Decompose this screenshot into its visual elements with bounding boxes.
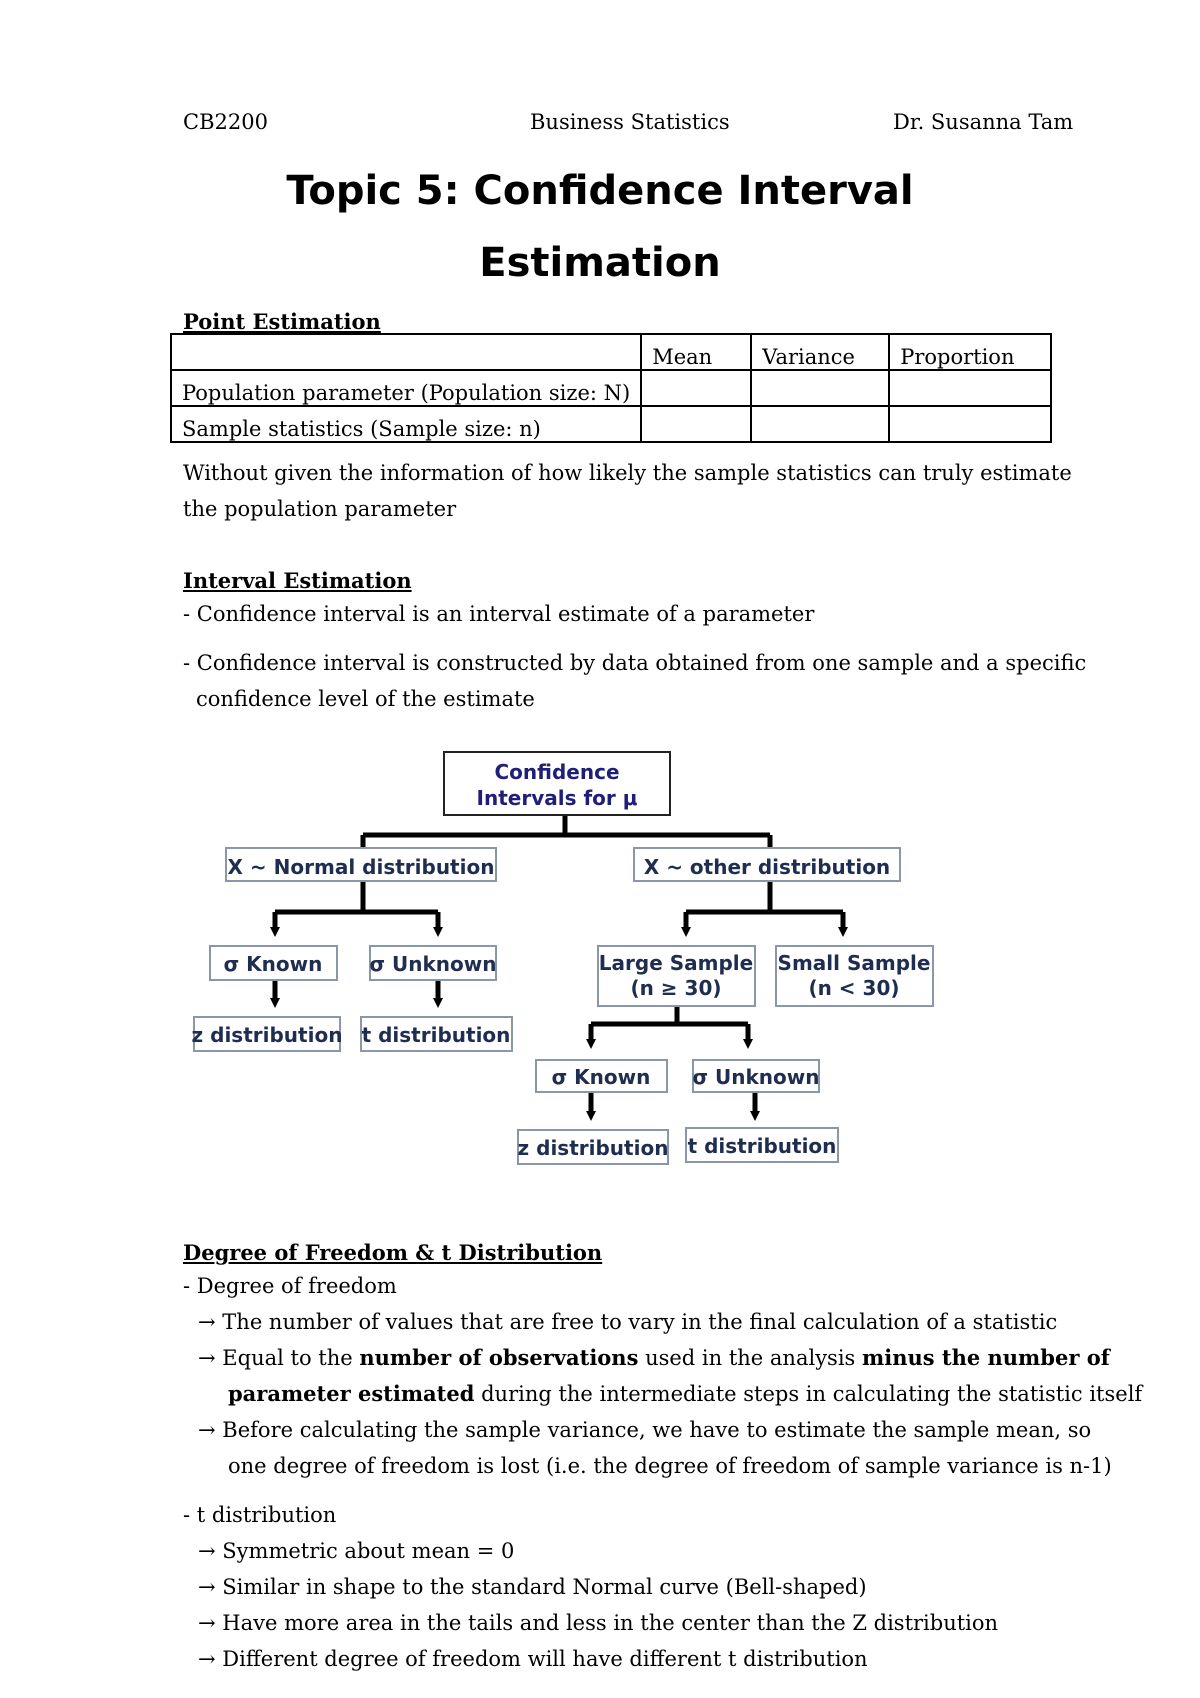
z-dist-label-1: z distribution: [191, 1023, 343, 1047]
arrow-icon: →: [198, 1346, 216, 1370]
sigma-known-label-1: σ Known: [223, 952, 323, 976]
dof-heading: Degree of Freedom & t Distribution: [183, 1240, 603, 1265]
arrow-icon: →: [198, 1418, 216, 1442]
t-point-3: → Have more area in the tails and less in the center than the Z distribution: [198, 1611, 999, 1635]
table-row-label: Population parameter (Population size: N): [171, 370, 641, 406]
page-title-line1: Topic 5: Confidence Interval: [286, 168, 914, 214]
table-row-label: Sample statistics (Sample size: n): [171, 406, 641, 442]
dof-point-3: → Before calculating the sample variance, we have to estimate the sample mean, so: [198, 1418, 1092, 1442]
header-course: CB2200: [183, 110, 268, 134]
dof-point-2: → Equal to the number of observations used in the analysis minus the number of: [198, 1345, 1110, 1370]
small-sample-label-line2: (n < 30): [808, 976, 900, 1000]
table-header-cell: Proportion: [889, 334, 1051, 370]
dof-bullet: - Degree of freedom: [183, 1274, 397, 1298]
point-estimation-note-1: Without given the information of how likely the sample statistics can truly estimate: [183, 461, 1072, 485]
large-sample-label-line1: Large Sample: [598, 951, 754, 975]
arrow-icon: →: [198, 1310, 216, 1334]
interval-bullet-2-line1: - Confidence interval is constructed by data obtained from one sample and a specific: [183, 651, 1087, 675]
large-sample-label-line2: (n ≥ 30): [630, 976, 722, 1000]
arrow-icon: →: [198, 1647, 216, 1671]
header-instructor: Dr. Susanna Tam: [893, 110, 1074, 134]
sigma-unknown-label-1: σ Unknown: [369, 952, 497, 976]
t-point-4: → Different degree of freedom will have different t distribution: [198, 1647, 868, 1671]
t-dist-bullet: - t distribution: [183, 1503, 337, 1527]
dof-point-3-cont: one degree of freedom is lost (i.e. the degree of freedom of sample variance is n-1): [228, 1454, 1112, 1478]
point-estimation-note-2: the population parameter: [183, 497, 457, 521]
interval-bullet-1: - Confidence interval is an interval estimate of a parameter: [183, 602, 815, 626]
t-point-1: → Symmetric about mean = 0: [198, 1539, 515, 1563]
interval-bullet-2-line2: confidence level of the estimate: [196, 687, 535, 711]
root-label-line1: Confidence: [494, 760, 620, 784]
point-estimation-heading: Point Estimation: [183, 309, 381, 334]
t-point-2: → Similar in shape to the standard Normal curve (Bell-shaped): [198, 1575, 867, 1599]
root-label-line2: Intervals for μ: [476, 786, 638, 810]
dof-point-2-cont: parameter estimated during the intermediate steps in calculating the statistic itself: [228, 1381, 1143, 1406]
page-title-line2: Estimation: [479, 240, 721, 286]
t-dist-label-2: t distribution: [687, 1134, 837, 1158]
header-subject: Business Statistics: [530, 110, 730, 134]
arrow-icon: →: [198, 1539, 216, 1563]
t-dist-label-1: t distribution: [361, 1023, 511, 1047]
sigma-known-label-2: σ Known: [551, 1065, 651, 1089]
table-header-cell: Variance: [751, 334, 889, 370]
normal-dist-label: X ~ Normal distribution: [227, 855, 495, 879]
sigma-unknown-label-2: σ Unknown: [692, 1065, 820, 1089]
z-dist-label-2: z distribution: [517, 1136, 669, 1160]
arrow-icon: →: [198, 1611, 216, 1635]
table-header-cell: Mean: [641, 334, 751, 370]
dof-point-1: → The number of values that are free to vary in the final calculation of a statistic: [198, 1310, 1058, 1334]
arrow-icon: →: [198, 1575, 216, 1599]
other-dist-label: X ~ other distribution: [643, 855, 891, 879]
small-sample-label-line1: Small Sample: [777, 951, 931, 975]
interval-estimation-heading: Interval Estimation: [183, 568, 412, 593]
